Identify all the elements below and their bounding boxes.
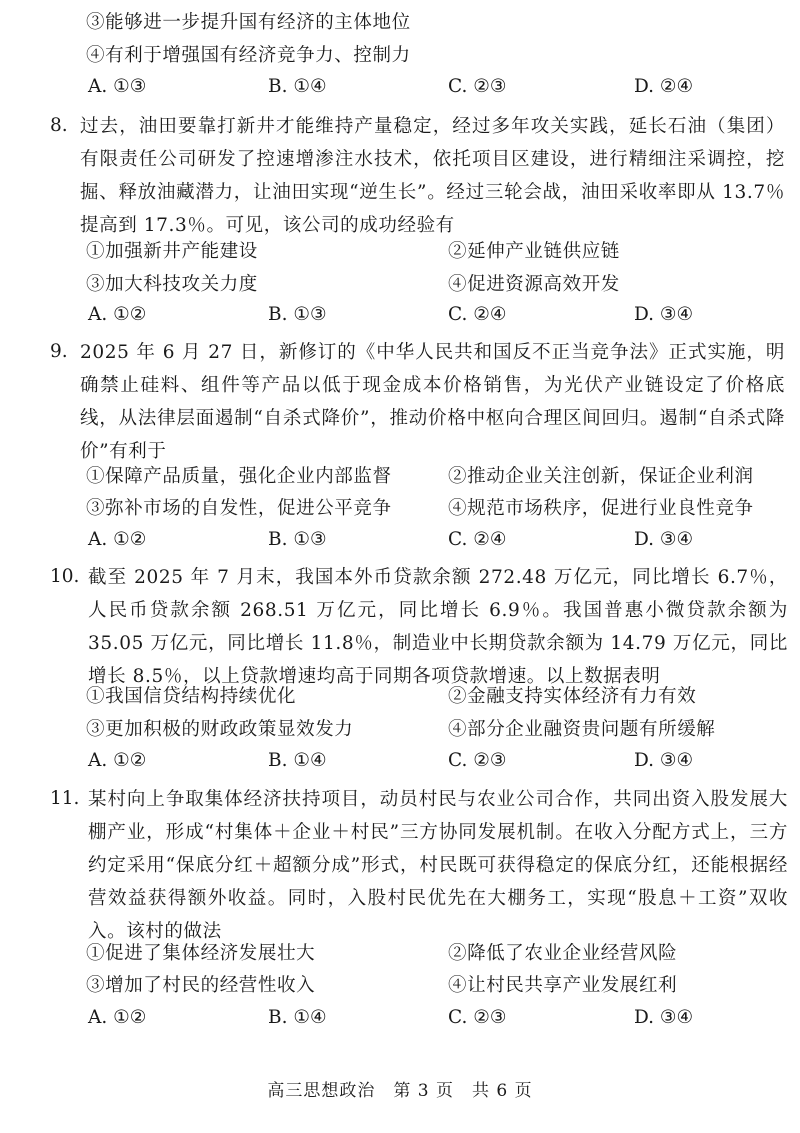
q8-stem: 过去，油田要靠打新井才能维持产量稳定，经过多年攻关实践，延长石油（集团）有限责任公司研发了控速增渗注水技术，依托项目区建设，进行精细注采调控，挖掘、释放油藏潜力，让油田实现“逆生长”。经过三轮会战，油田采收率即从 13.7％提高到 17.3％。可见，该公司的成功经验有 xyxy=(80,116,785,236)
q10-answer-d: D. ③④ xyxy=(634,750,694,771)
q9-option-2: ②推动企业关注创新，保证企业利润 xyxy=(448,466,754,487)
q7-answer-row xyxy=(88,73,768,101)
q9-answer-c: C. ②④ xyxy=(448,529,507,550)
q11-stem: 某村向上争取集体经济扶持项目，动员村民与农业公司合作，共同出资入股发展大棚产业，形成“村集体＋企业＋村民”三方协同发展机制。在收入分配方式上，三方约定采用“保底分红＋超额分成”形式，村民既可获得稳定的保底分红，还能根据经营效益获得额外收益。同时，入股村民优先在大棚务工，实现“股息＋工资”双收入。该村的做法 xyxy=(88,789,788,942)
q7-option-3: ③能够进一步提升国有经济的主体地位 xyxy=(86,12,411,33)
q8-answer-row xyxy=(88,301,768,329)
q7-answer-a: A. ①③ xyxy=(88,76,147,97)
q8-option-4: ④促进资源高效开发 xyxy=(448,274,620,295)
q10-stem: 截至 2025 年 7 月末，我国本外币贷款余额 272.48 万亿元，同比增长 6.7％，人民币贷款余额 268.51 万亿元，同比增长 6.9％。我国普惠小微贷款余额为 35.05 万亿元，同比增长 11.8％，制造业中长期贷款余额为 14.79 万亿元，同比增长 8.5％，以上贷款增速均高于同期各项贷款增速。以上数据表明 xyxy=(88,567,788,687)
q10-options-row-1 xyxy=(86,683,786,711)
q7-answer-d: D. ②④ xyxy=(634,76,694,97)
q9-answer-a: A. ①② xyxy=(88,529,147,550)
q10-option-4: ④部分企业融资贵问题有所缓解 xyxy=(448,719,716,740)
q10-option-3: ③更加积极的财政政策显效发力 xyxy=(86,719,354,740)
q10-options-row-2 xyxy=(86,716,786,744)
q8-number: 8. xyxy=(50,115,68,136)
q9-option-1: ①保障产品质量，强化企业内部监督 xyxy=(86,466,392,487)
q9-options-row-1 xyxy=(86,463,786,491)
q11-answer-row xyxy=(88,1004,768,1032)
q11-answer-c: C. ②③ xyxy=(448,1007,507,1028)
q10-answer-b: B. ①④ xyxy=(268,750,327,771)
q10-answer-row xyxy=(88,747,768,775)
q8-answer-c: C. ②④ xyxy=(448,304,507,325)
q9-options-row-2 xyxy=(86,495,786,523)
q9-answer-b: B. ①③ xyxy=(268,529,327,550)
q11-option-2: ②降低了农业企业经营风险 xyxy=(448,943,678,964)
q9-option-3: ③弥补市场的自发性，促进公平竞争 xyxy=(86,498,392,519)
q7-answer-b: B. ①④ xyxy=(268,76,327,97)
q11-options-row-1 xyxy=(86,940,786,968)
q10-option-2: ②金融支持实体经济有力有效 xyxy=(448,686,697,707)
q11-number: 11. xyxy=(50,788,80,809)
q8-options-row-1 xyxy=(86,238,786,266)
q11-option-1: ①促进了集体经济发展壮大 xyxy=(86,943,316,964)
q9-stem: 2025 年 6 月 27 日，新修订的《中华人民共和国反不正当竞争法》正式实施，明确禁止硅料、组件等产品以低于现金成本价格销售，为光伏产业链设定了价格底线，从法律层面遏制“自杀式降价”，推动价格中枢向合理区间回归。遏制“自杀式降价”有利于 xyxy=(80,342,785,462)
q10-answer-c: C. ②③ xyxy=(448,750,507,771)
q8-answer-a: A. ①② xyxy=(88,304,147,325)
page-footer: 高三思想政治 第 3 页 共 6 页 xyxy=(267,1081,533,1101)
q7-option-4: ④有利于增强国有经济竞争力、控制力 xyxy=(86,45,411,66)
q9-number: 9. xyxy=(50,341,68,362)
q10-answer-a: A. ①② xyxy=(88,750,147,771)
q11-answer-d: D. ③④ xyxy=(634,1007,694,1028)
q9-answer-d: D. ③④ xyxy=(634,529,694,550)
q8-answer-b: B. ①③ xyxy=(268,304,327,325)
q11-option-4: ④让村民共享产业发展红利 xyxy=(448,975,678,996)
q8-options-row-2 xyxy=(86,271,786,299)
q11-answer-b: B. ①④ xyxy=(268,1007,327,1028)
q8-answer-d: D. ③④ xyxy=(634,304,694,325)
q8-option-3: ③加大科技攻关力度 xyxy=(86,274,258,295)
q8-option-1: ①加强新井产能建设 xyxy=(86,241,258,262)
q11-option-3: ③增加了村民的经营性收入 xyxy=(86,975,316,996)
q11-answer-a: A. ①② xyxy=(88,1007,147,1028)
q7-answer-c: C. ②③ xyxy=(448,76,507,97)
q8-option-2: ②延伸产业链供应链 xyxy=(448,241,620,262)
q10-option-1: ①我国信贷结构持续优化 xyxy=(86,686,297,707)
q9-answer-row xyxy=(88,526,768,554)
q10-number: 10. xyxy=(50,566,80,587)
q11-options-row-2 xyxy=(86,972,786,1000)
q9-option-4: ④规范市场秩序，促进行业良性竞争 xyxy=(448,498,754,519)
